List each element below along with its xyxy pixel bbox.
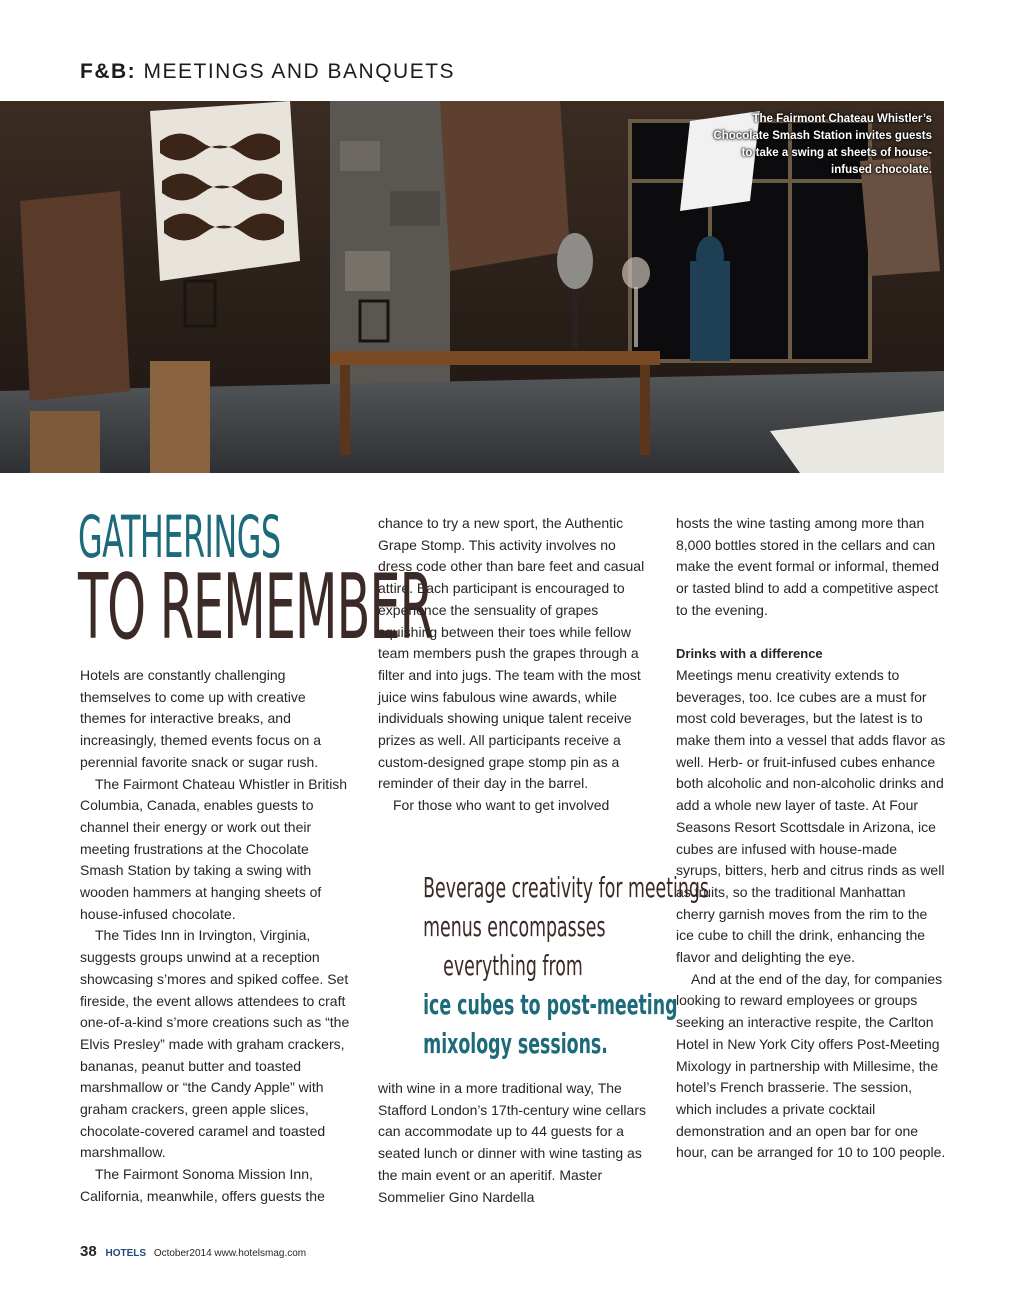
section-title: MEETINGS AND BANQUETS	[143, 60, 456, 83]
paragraph: with wine in a more traditional way, The Stafford London’s 17th-century wine cellars can accommodate up to 44 guests for a seated lunch or dinner with wine tasting as the main event or an aperitif. Master Sommelier Gino Nardella	[378, 1080, 646, 1205]
pull-quote-line: mixology sessions.	[423, 1027, 608, 1060]
column-2-top	[378, 513, 648, 817]
pull-quote-line: everything from	[443, 949, 583, 982]
photo-caption: The Fairmont Chateau Whistler’s Chocolate Smash Station invites guests to take a swing at sheets of house-infused chocolate.	[713, 113, 932, 176]
pull-quote	[368, 868, 709, 1063]
pull-quote-line: ice cubes to post-meeting	[423, 988, 678, 1021]
paragraph: hosts the wine tasting among more than 8,000 bottles stored in the cellars and can make the event formal or informal, themed or tasted blind to add a competitive aspect to the evening.	[676, 515, 940, 618]
subheading: Drinks with a difference	[676, 646, 823, 662]
paragraph: Meetings menu creativity extends to beverages, too. Ice cubes are a must for most cold beverages, but the latest is to make them into a vessel that adds flavor as well. Herb- or fruit-infused cubes enhance both alcoholic and non-alcoholic drinks and add a whole new layer of taste. At Four Seasons Resort Scottsdale in Arizona, ice cubes are infused with house-made syrups, bitters, herb and citrus rinds as well as fruits, so the traditional Manhattan cherry garnish moves from the rim to the ice cube to chill the drink, enhancing the flavor and delighting the eye.	[676, 666, 946, 966]
magazine-name: HOTELS	[105, 1248, 147, 1259]
column-3	[676, 513, 946, 1164]
section-header	[80, 60, 455, 84]
headline-line-2: TO REMEMBER	[78, 555, 433, 660]
pull-quote-line: Beverage creativity for meetings	[423, 871, 709, 904]
page-number: 38	[80, 1243, 97, 1260]
headline-line-1: GATHERINGS	[78, 503, 281, 571]
paragraph: chance to try a new sport, the Authentic Grape Stomp. This activity involves no dress code other than bare feet and casual attire. Each participant is encouraged to experience the sensuality of grapes squishing between their toes while fellow team members push the grapes through a filter and into jugs. The team with the most juice wins fabulous wine awards, while individuals showing unique talent receive prizes as well. All participants receive a custom-designed grape stomp pin as a reminder of their day in the barrel.	[378, 515, 645, 792]
issue-info: October2014 www.hotelsmag.com	[153, 1248, 307, 1259]
section-tag: F&B:	[80, 60, 137, 83]
paragraph: Hotels are constantly challenging themselves to come up with creative themes for interactive breaks, and increasingly, themed events focus on a perennial favorite snack or sugar rush.	[80, 667, 321, 770]
paragraph: For those who want to get involved	[393, 797, 610, 814]
pull-quote-line: menus encompasses	[423, 910, 606, 943]
paragraph: And at the end of the day, for companies looking to reward employees or groups seeking an interactive respite, the Carlton Hotel in New York City offers Post-Meeting Mixology in partnership with Millesime, the hotel’s French brasserie. The session, which includes a private cocktail demonstration and an open bar for one hour, can be arranged for 10 to 100 people.	[676, 970, 946, 1161]
event-photo	[0, 101, 944, 473]
paragraph: The Fairmont Sonoma Mission Inn, California, meanwhile, offers guests the	[80, 1166, 325, 1204]
paragraph: The Fairmont Chateau Whistler in British Columbia, Canada, enables guests to channel their energy or work out their meeting frustrations at the Chocolate Smash Station by taking a swing with wooden hammers at hanging sheets of house-infused chocolate.	[80, 775, 348, 922]
column-1	[80, 665, 350, 1208]
page-footer	[80, 1243, 306, 1260]
paragraph: The Tides Inn in Irvington, Virginia, suggests groups unwind at a reception showcasing s’mores and spiked coffee. Set fireside, the event allows attendees to craft one-of-a-kind s’more creations such as “the Elvis Presley” made with graham crackers, bananas, peanut butter and toasted marshmallow or “the Candy Apple” with graham crackers, green apple slices, chocolate-covered caramel and toasted marshmallow.	[80, 927, 350, 1161]
column-2-bottom	[378, 1078, 648, 1208]
